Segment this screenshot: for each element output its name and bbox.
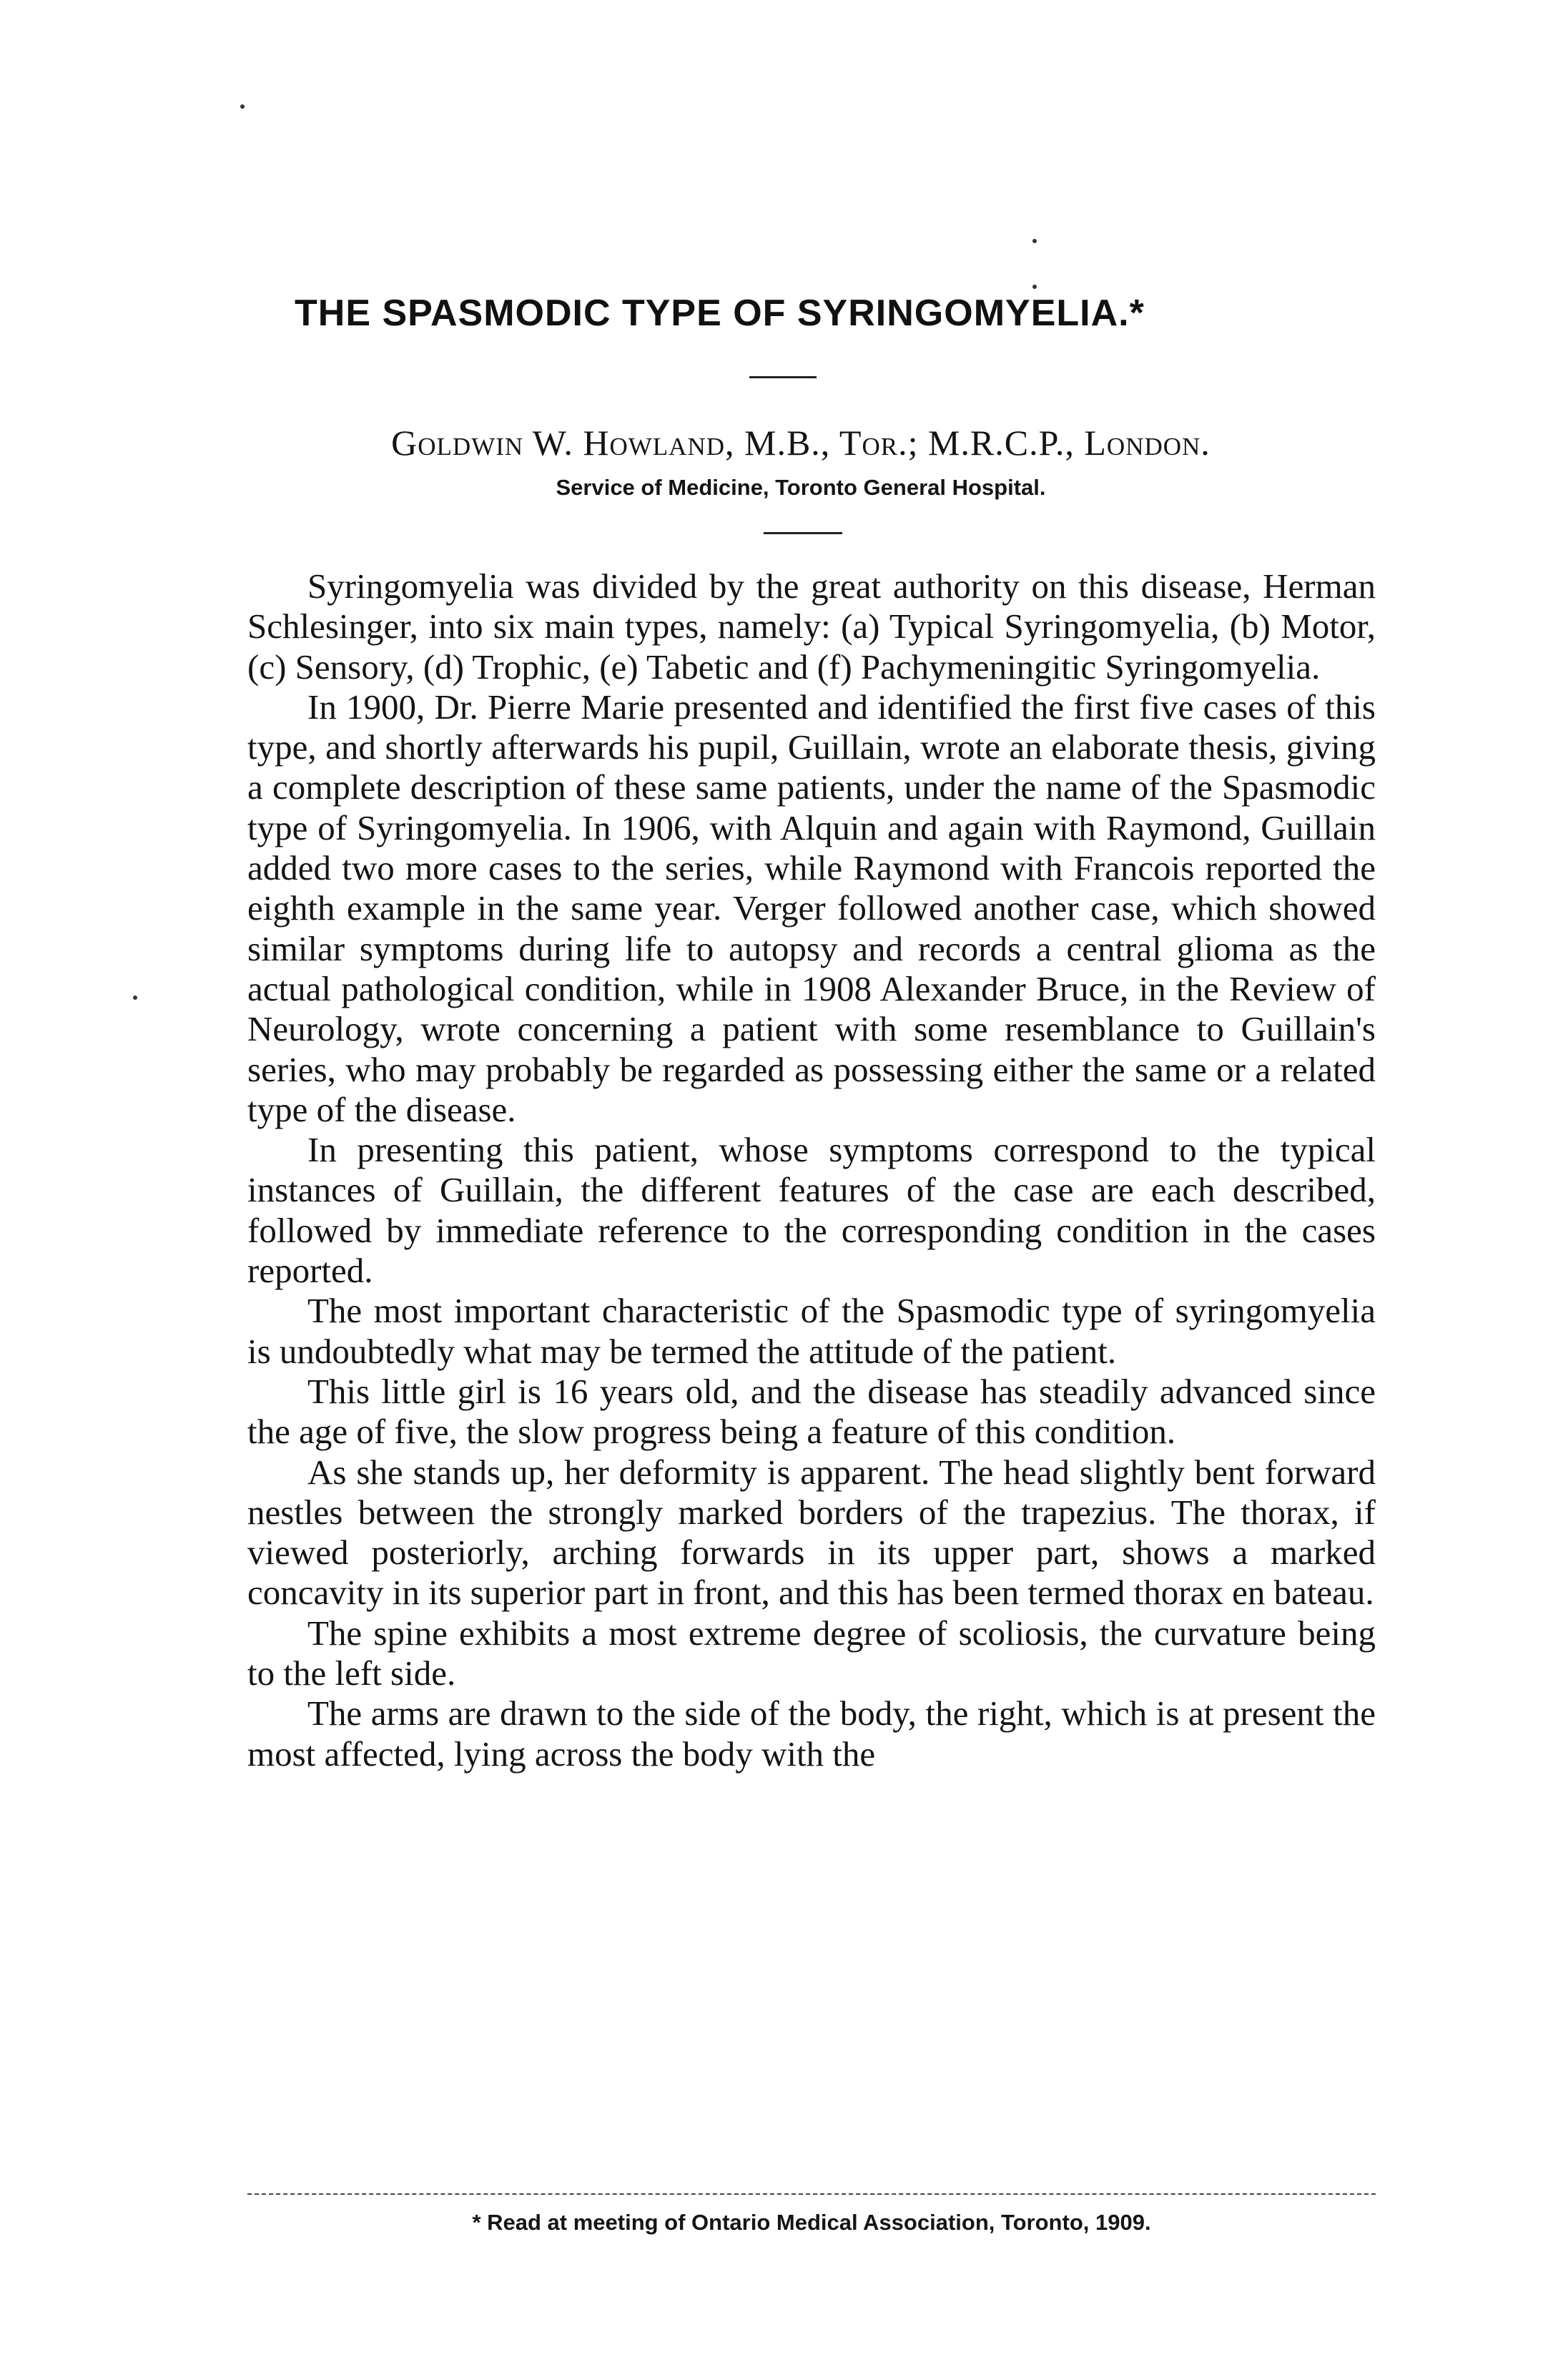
body-paragraph: The most important characteristic of the Spasmodic type of syringomyelia is undoubtedly what may be termed the attitude of the patient. [247,1291,1376,1371]
body-paragraph: The spine exhibits a most extreme degree of scoliosis, the curvature being to the left side. [247,1613,1376,1693]
scan-speck [1032,285,1037,289]
body-paragraph: The arms are drawn to the side of the body, the right, which is at present the most affected, lying across the body with the [247,1693,1376,1774]
scan-speck [240,104,245,109]
scan-speck [133,995,137,1000]
title-divider [749,376,817,378]
body-paragraph: In presenting this patient, whose symptoms correspond to the typical instances of Guillain, the different features of the case are each described, followed by immediate reference to the corresponding condition in the cases reported. [247,1130,1376,1291]
affiliation-line: Service of Medicine, Toronto General Hospital. [556,475,1046,500]
body-paragraph: In 1900, Dr. Pierre Marie presented and identified the first five cases of this type, and shortly afterwards his pupil, Guillain, wrote an elaborate thesis, giving a complete description of these same patients, under the name of the Spasmodic type of Syringomyelia. In 1906, with Alquin and again with Raymond, Guillain added two more cases to the series, while Raymond with Francois reported the eighth example in the same year. Verger followed another case, which showed similar symptoms during life to autopsy and records a central glioma as the actual pathological condition, while in 1908 Alexander Bruce, in the Review of Neurology, wrote concerning a patient with some resemblance to Guillain's series, who may probably be regarded as possessing either the same or a related type of the disease. [247,687,1376,1129]
article-body [247,566,1376,1774]
footnote: * Read at meeting of Ontario Medical Association, Toronto, 1909. [472,2210,1151,2235]
article-title: THE SPASMODIC TYPE OF SYRINGOMYELIA.* [295,292,1145,334]
author-line: Goldwin W. Howland, M.B., Tor.; M.R.C.P., London. [391,423,1211,463]
header-divider [764,532,842,534]
body-paragraph: This little girl is 16 years old, and the disease has steadily advanced since the age of five, the slow progress being a feature of this condition. [247,1371,1376,1452]
body-paragraph: As she stands up, her deformity is apparent. The head slightly bent forward nestles between the strongly marked borders of the trapezius. The thorax, if viewed posteriorly, arching forwards in its upper part, shows a marked concavity in its superior part in front, and this has been termed thorax en bateau. [247,1452,1376,1613]
scan-speck [1032,239,1037,243]
footnote-divider [247,2193,1376,2195]
body-paragraph: Syringomyelia was divided by the great authority on this disease, Herman Schlesinger, into six main types, namely: (a) Typical Syringomyelia, (b) Motor, (c) Sensory, (d) Trophic, (e) Tabetic and (f) Pachymeningitic Syringomyelia. [247,566,1376,687]
